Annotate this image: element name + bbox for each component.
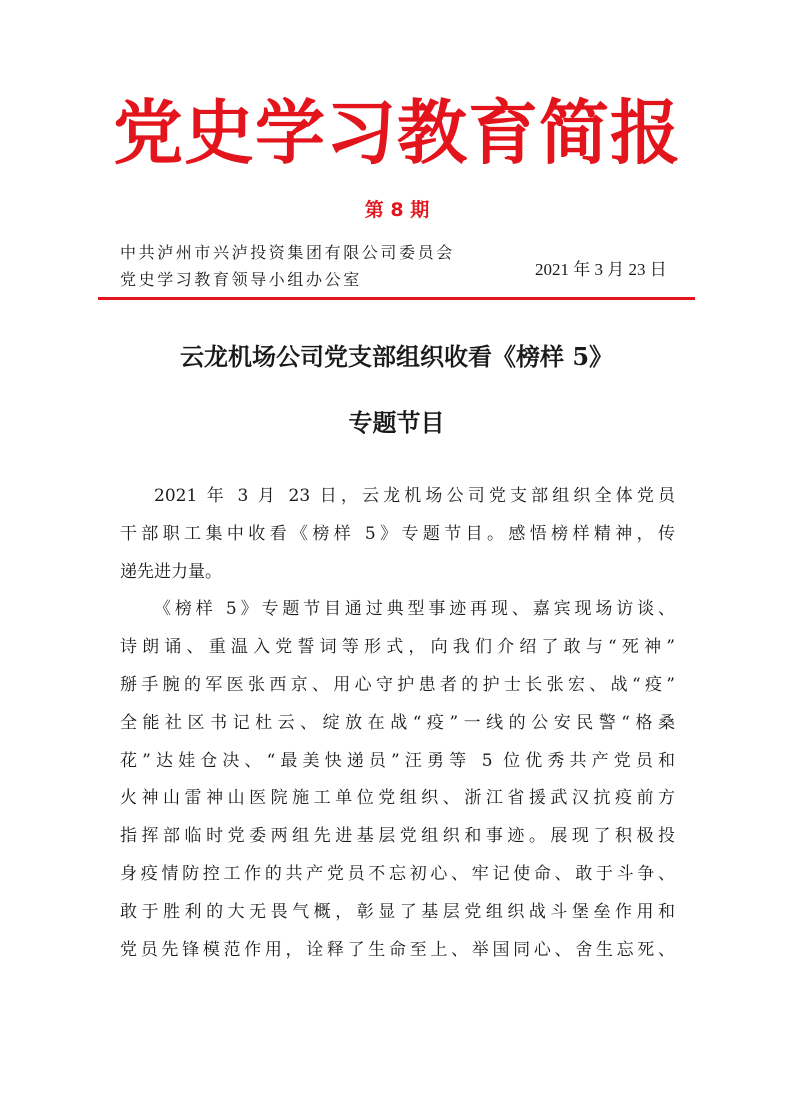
text-line: 敢于胜利的大无畏气概，彰显了基层党组织战斗堡垒作用和 (120, 901, 675, 922)
text-line: 干部职工集中收看《榜样 5》专题节目。感悟榜样精神，传 (120, 523, 675, 544)
text-line: 全能社区书记杜云、绽放在战“疫”一线的公安民警“格桑 (120, 712, 675, 733)
header-divider (98, 297, 695, 300)
text-line: 2021 年 3 月 23 日，云龙机场公司党支部组织全体党员 (154, 486, 675, 506)
paragraph-1 (120, 478, 675, 591)
text-line: 花”达娃仓决、“最美快递员”汪勇等 5 位优秀共产党员和 (120, 750, 675, 771)
issuing-organization (120, 239, 455, 293)
text-line: 递先进力量。 (120, 561, 222, 582)
article-title: 云龙机场公司党支部组织收看《榜样 5》 (179, 342, 614, 371)
article-title-continued: 专题节目 (348, 408, 445, 437)
paragraph-2 (120, 591, 675, 969)
text-line: 掰手腕的军医张西京、用心守护患者的护士长张宏、战“疫” (120, 674, 675, 695)
article-body (120, 478, 675, 969)
newsletter-masthead: 党史学习教育简报 (113, 91, 681, 174)
organization-name: 中共泸州市兴泸投资集团有限公司委员会 (120, 243, 455, 262)
text-line: 《榜样 5》专题节目通过典型事迹再现、嘉宾现场访谈、 (154, 599, 675, 620)
text-line: 火神山雷神山医院施工单位党组织、浙江省援武汉抗疫前方 (120, 788, 675, 809)
text-line: 诗朗诵、重温入党誓词等形式，向我们介绍了敢与“死神” (120, 637, 675, 658)
text-line: 指挥部临时党委两组先进基层党组织和事迹。展现了积极投 (120, 826, 675, 847)
text-line: 党员先锋模范作用，诠释了生命至上、举国同心、舍生忘死、 (120, 939, 675, 960)
text-line: 身疫情防控工作的共产党员不忘初心、牢记使命、敢于斗争、 (120, 863, 675, 884)
office-name: 党史学习教育领导小组办公室 (120, 270, 362, 289)
publication-date: 2021 年 3 月 23 日 (535, 260, 667, 279)
issue-number: 第 8 期 (364, 199, 430, 221)
